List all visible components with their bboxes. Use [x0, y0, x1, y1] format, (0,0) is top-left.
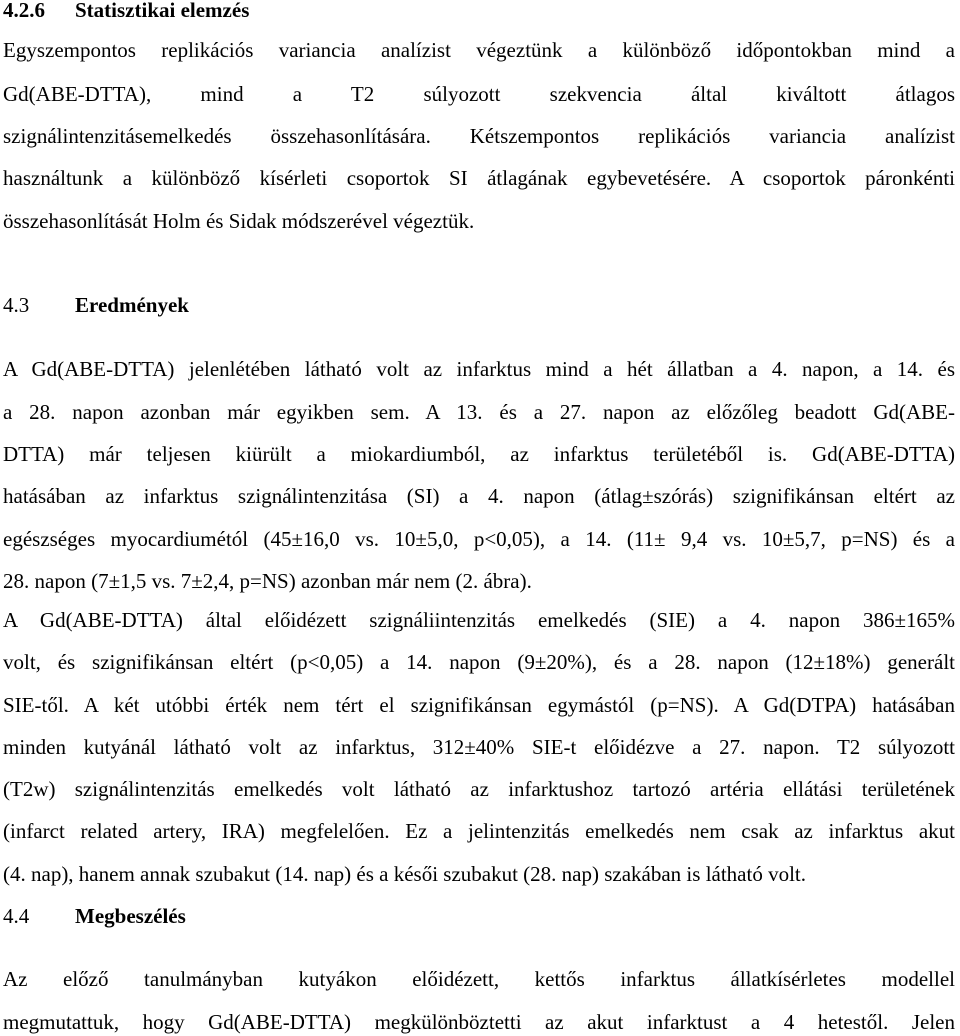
- section-heading-4-2-6: [3, 0, 955, 24]
- paragraph-line: egészséges myocardiumétól (45±16,0 vs. 10±5,0, p<0,05), a 14. (11± 9,4 vs. 10±5,7, p=NS) és a: [3, 527, 955, 551]
- paragraph-line: DTTA) már teljesen kiürült a miokardiumból, az infarktus területéből is. Gd(ABE-DTTA): [3, 442, 955, 466]
- section-number: 4.4: [3, 904, 30, 928]
- section-title: Statisztikai elemzés: [75, 0, 250, 22]
- paragraph-line: A Gd(ABE-DTTA) által előidézett szignáliintenzitás emelkedés (SIE) a 4. napon 386±165%: [3, 608, 955, 632]
- paragraph-line: (infarct related artery, IRA) megfelelően. Ez a jelintenzitás emelkedés nem csak az infarktus akut: [3, 819, 955, 843]
- section-heading-4-4: [3, 902, 955, 930]
- paragraph-line: volt, és szignifikánsan eltért (p<0,05) a 14. napon (9±20%), és a 28. napon (12±18%) generált: [3, 650, 955, 674]
- paragraph-line: hatásában az infarktus szignálintenzitása (SI) a 4. napon (átlag±szórás) szignifikánsan eltért az: [3, 484, 955, 508]
- section-title: Megbeszélés: [75, 904, 186, 928]
- paragraph-line: SIE-től. A két utóbbi érték nem tért el szignifikánsan egymástól (p=NS). A Gd(DTPA) hatásában: [3, 693, 955, 717]
- section-number: 4.2.6: [3, 0, 45, 22]
- paragraph-line: Gd(ABE-DTTA), mind a T2 súlyozott szekvencia által kiváltott átlagos: [3, 82, 955, 106]
- section-title: Eredmények: [75, 293, 189, 317]
- paragraph-line: A Gd(ABE-DTTA) jelenlétében látható volt az infarktus mind a hét állatban a 4. napon, a 14. és: [3, 357, 955, 381]
- paragraph-line: (T2w) szignálintenzitás emelkedés volt látható az infarktushoz tartozó artéria ellátási területének: [3, 777, 955, 801]
- paragraph-line: (4. nap), hanem annak szubakut (14. nap) és a késői szubakut (28. nap) szakában is látható volt.: [3, 862, 807, 886]
- paragraph-line: megmutattuk, hogy Gd(ABE-DTTA) megkülönböztetti az akut infarktust a 4 hetestől. Jelen: [3, 1010, 955, 1034]
- section-number: 4.3: [3, 293, 30, 317]
- paragraph-line: Az előző tanulmányban kutyákon előidézett, kettős infarktus állatkísérletes modellel: [3, 967, 955, 991]
- section-heading-4-3: [3, 291, 955, 319]
- paragraph-line: minden kutyánál látható volt az infarktus, 312±40% SIE-t előidézve a 27. napon. T2 súlyozott: [3, 735, 955, 759]
- paragraph-line: használtunk a különböző kísérleti csoportok SI átlagának egybevetésére. A csoportok páronkénti: [3, 166, 955, 190]
- paragraph-line: Egyszempontos replikációs variancia analízist végeztünk a különböző időpontokban mind a: [3, 38, 955, 62]
- paragraph-line: 28. napon (7±1,5 vs. 7±2,4, p=NS) azonban már nem (2. ábra).: [3, 569, 532, 593]
- paragraph-line: összehasonlítását Holm és Sidak módszerével végeztük.: [3, 209, 475, 233]
- paragraph-line: szignálintenzitásemelkedés összehasonlítására. Kétszempontos replikációs variancia analízist: [3, 124, 955, 148]
- paragraph-line: a 28. napon azonban már egyikben sem. A 13. és a 27. napon az előzőleg beadott Gd(ABE-: [3, 400, 955, 424]
